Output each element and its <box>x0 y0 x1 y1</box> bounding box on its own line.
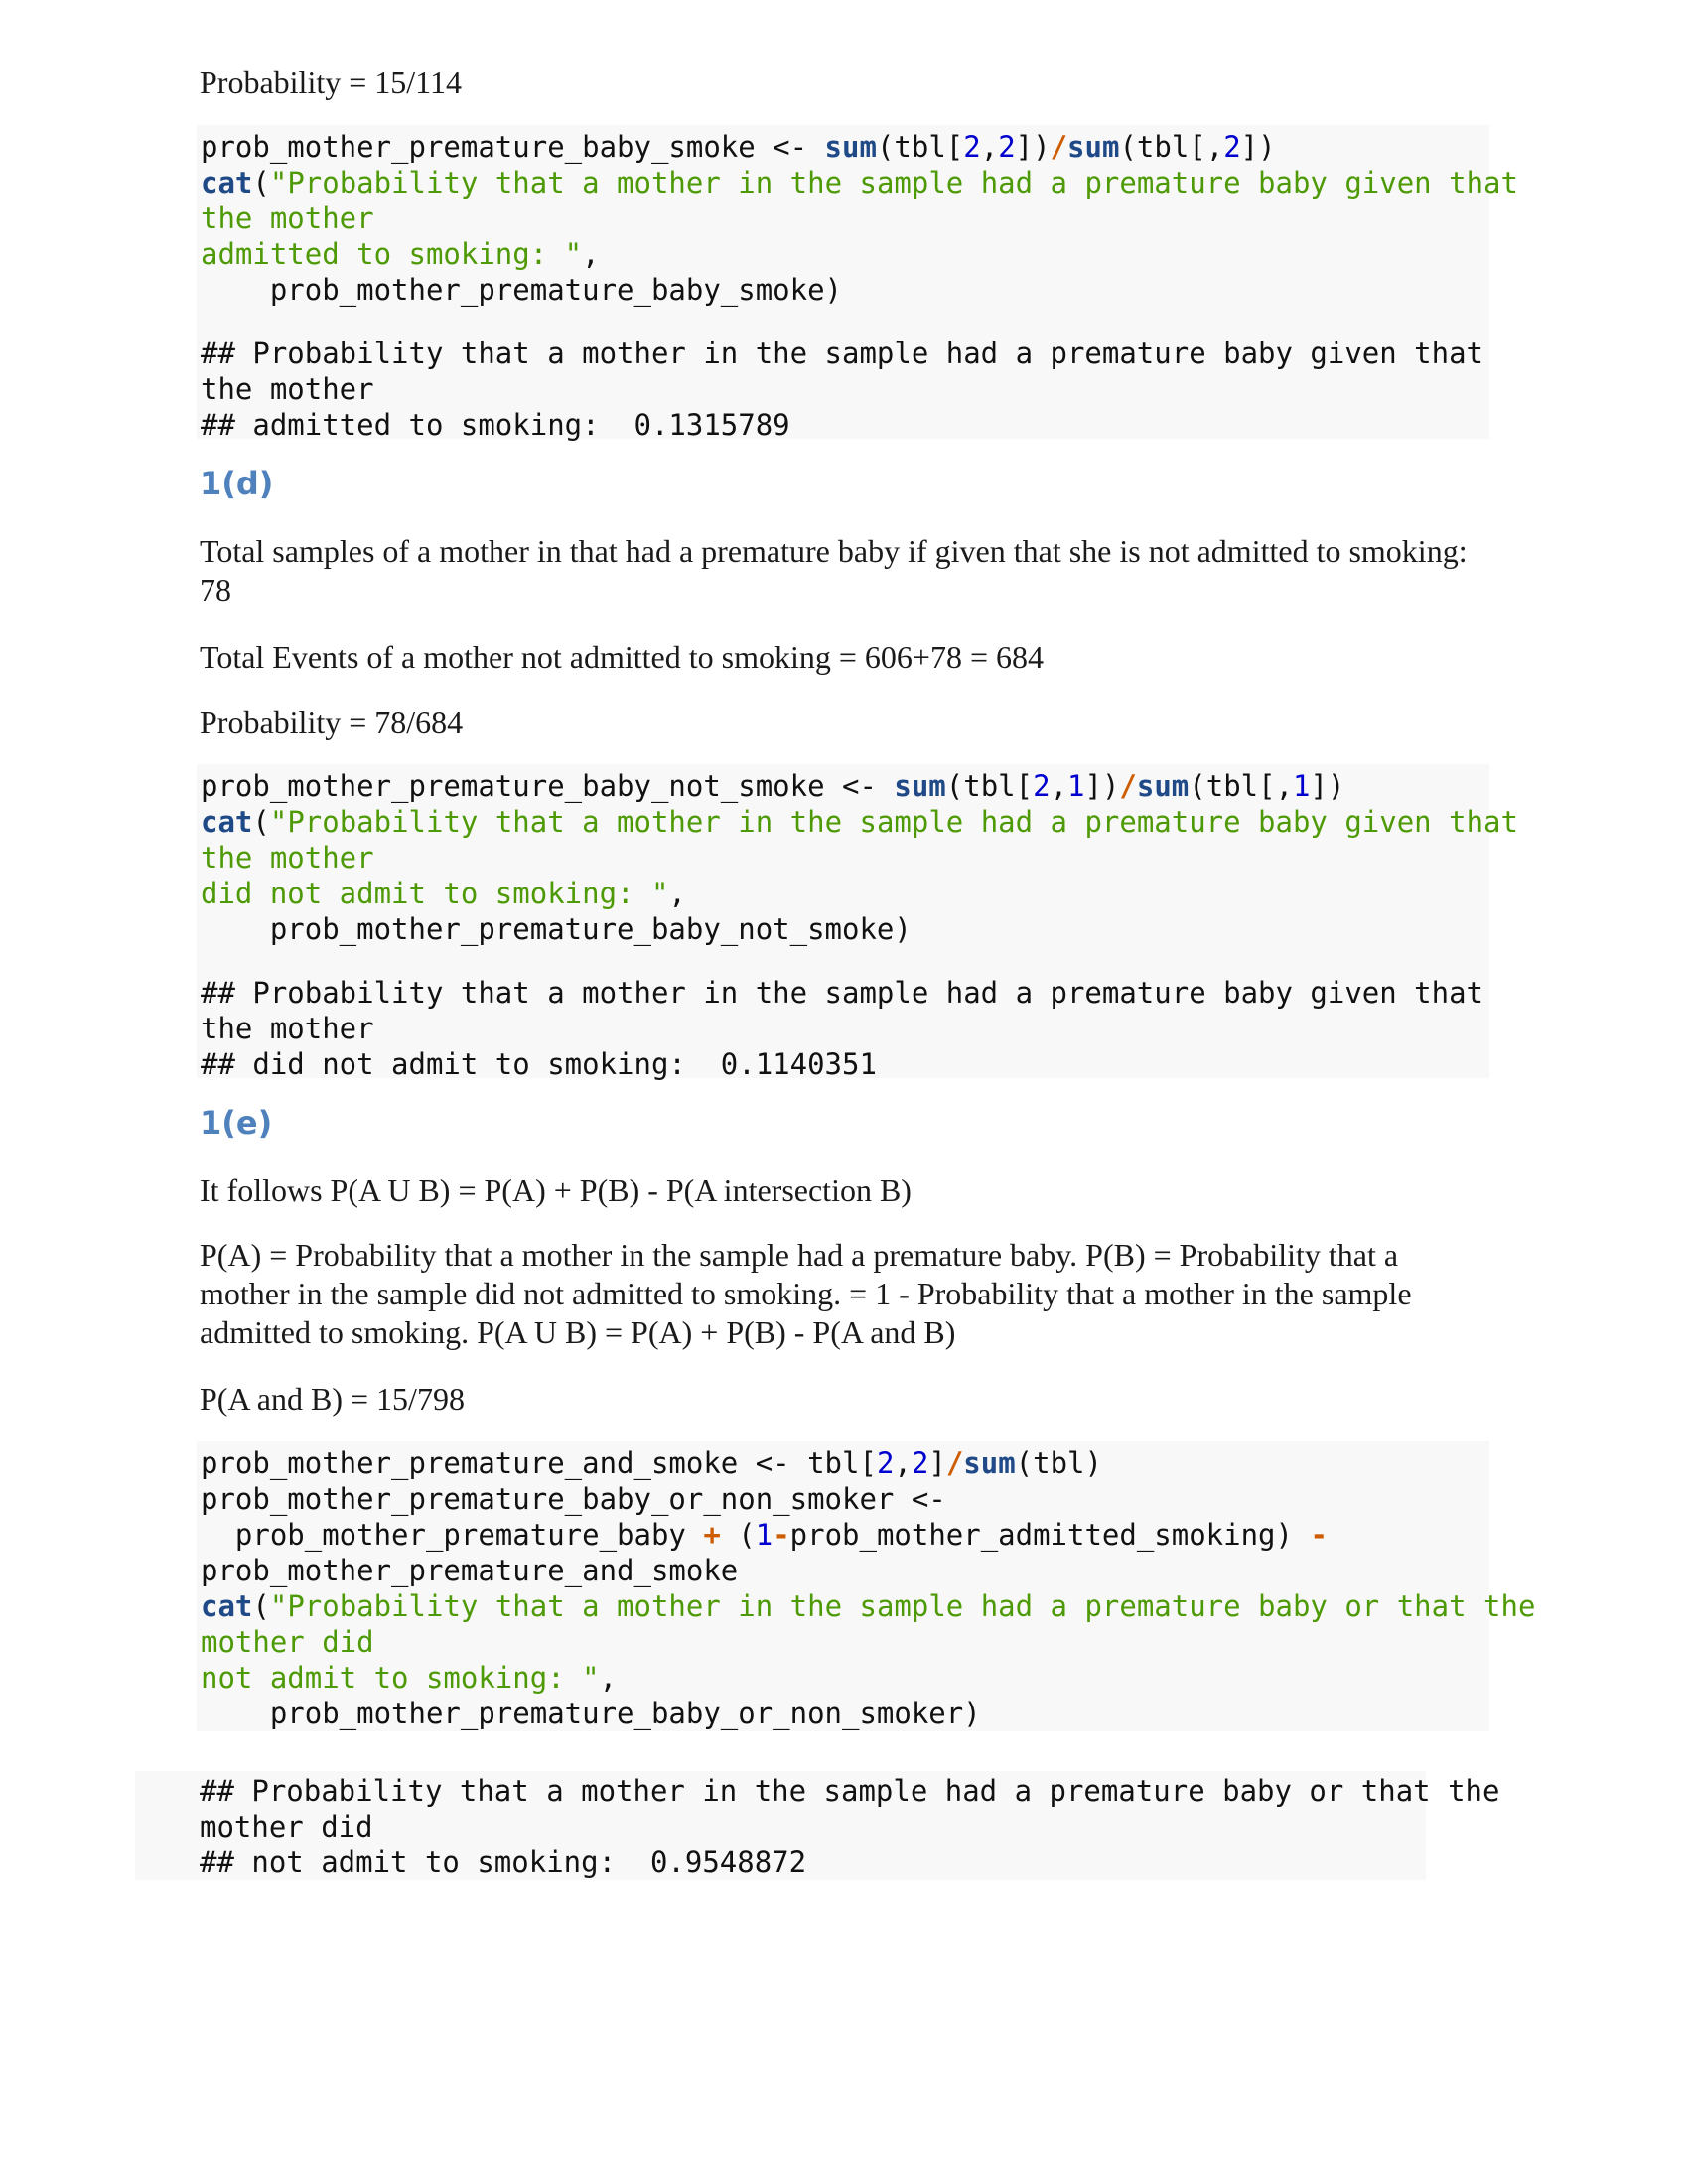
code-line: prob_mother_premature_baby_smoke) <box>201 273 843 307</box>
paragraph-d-3: Probability = 78/684 <box>200 704 464 740</box>
code-line: the mother <box>201 202 374 235</box>
code-line: not admit to smoking: ", <box>201 1661 618 1695</box>
code-line: prob_mother_premature_baby_not_smoke) <box>201 912 912 946</box>
code-spacer <box>201 308 1518 336</box>
code-line: prob_mother_premature_and_smoke <box>201 1554 739 1587</box>
code-line: prob_mother_premature_baby_smoke <- sum(tbl[2,2])/sum(tbl[,2]) <box>201 130 1276 164</box>
code-block-c <box>197 125 1518 442</box>
output-line: the mother <box>201 1012 374 1045</box>
output-line: ## Probability that a mother in the sample had a premature baby given that <box>201 337 1484 370</box>
paragraph-d-1: Total samples of a mother in that had a premature baby if given that she is not admitted to smoking: 78 <box>200 533 1468 608</box>
code-line: prob_mother_premature_baby + (1-prob_mother_admitted_smoking) - <box>201 1518 1328 1552</box>
code-line: did not admit to smoking: ", <box>201 877 686 910</box>
code-line: the mother <box>201 841 374 875</box>
probability-c-text: Probability = 15/114 <box>200 65 462 100</box>
output-line: mother did <box>200 1810 373 1843</box>
code-line: admitted to smoking: ", <box>201 237 600 271</box>
output-line: the mother <box>201 372 374 406</box>
code-block-d <box>197 764 1518 1081</box>
paragraph-e-1: It follows P(A U B) = P(A) + P(B) - P(A intersection B) <box>200 1172 912 1208</box>
code-line: cat("Probability that a mother in the sample had a premature baby given that <box>201 805 1518 839</box>
code-line: prob_mother_premature_and_smoke <- tbl[2,2]/sum(tbl) <box>201 1446 1102 1480</box>
section-heading-1d: 1(d) <box>200 465 274 502</box>
code-block-e <box>197 1441 1536 1731</box>
code-line: prob_mother_premature_baby_or_non_smoker <- <box>201 1482 946 1516</box>
output-line: ## Probability that a mother in the sample had a premature baby given that <box>201 976 1484 1010</box>
output-line: ## admitted to smoking: 0.1315789 <box>201 408 790 442</box>
paragraph-e-3: P(A and B) = 15/798 <box>200 1381 465 1417</box>
output-line: ## not admit to smoking: 0.9548872 <box>200 1845 807 1879</box>
code-line: mother did <box>201 1625 374 1659</box>
section-heading-1e: 1(e) <box>200 1104 273 1142</box>
code-line: prob_mother_premature_baby_not_smoke <- sum(tbl[2,1])/sum(tbl[,1]) <box>201 769 1345 803</box>
code-spacer <box>201 947 1518 975</box>
code-line: cat("Probability that a mother in the sample had a premature baby or that the <box>201 1589 1536 1623</box>
paragraph-d-2: Total Events of a mother not admitted to smoking = 606+78 = 684 <box>200 639 1045 675</box>
output-block-e <box>135 1771 1500 1880</box>
output-line: ## Probability that a mother in the sample had a premature baby or that the <box>200 1774 1500 1808</box>
code-line: prob_mother_premature_baby_or_non_smoker) <box>201 1697 981 1730</box>
output-line: ## did not admit to smoking: 0.1140351 <box>201 1047 877 1081</box>
code-line: cat("Probability that a mother in the sample had a premature baby given that <box>201 166 1518 200</box>
paragraph-e-2: P(A) = Probability that a mother in the sample had a premature baby. P(B) = Probability that a mother in the sample did not admitted to smoking. = 1 - Probability that a mother in the sample admitted to smoking. P(A U B) = P(A) + P(B) - P(A and B) <box>200 1237 1412 1350</box>
